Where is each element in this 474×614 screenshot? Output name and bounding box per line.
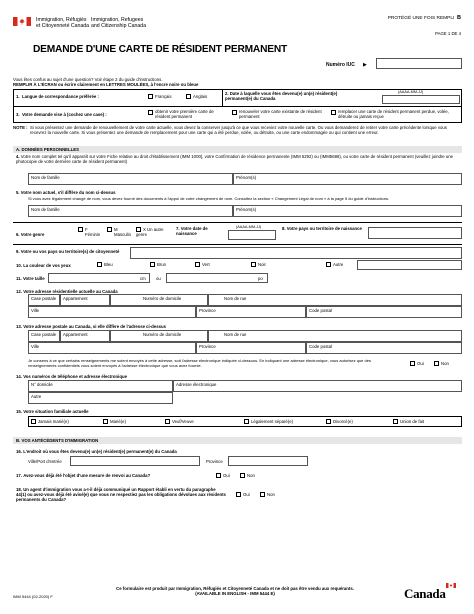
q15-checkbox-divorced[interactable] <box>326 419 331 424</box>
q15-checkbox-married[interactable] <box>103 419 108 424</box>
q13-po-box-label: Case postale <box>31 332 57 337</box>
q2-date-input[interactable] <box>382 95 460 104</box>
q1-option-en[interactable]: Anglais <box>186 94 207 99</box>
q18-checkbox-no[interactable] <box>260 492 265 497</box>
wordmark-flag-icon <box>446 583 456 588</box>
q3-label: 3. Votre demande vise à (cochez une case) : <box>16 112 107 117</box>
page-number: PAGE 1 DE 4 <box>435 31 461 36</box>
q16-city-label: Ville/Port d'entrée <box>28 459 62 464</box>
q10-option-brown[interactable]: Brun <box>150 262 166 267</box>
form-title: DEMANDE D'UNE CARTE DE RÉSIDENT PERMANENT <box>33 44 288 55</box>
q4-given-label: Prénom(s) <box>236 175 257 180</box>
q3-checkbox-renew[interactable] <box>232 110 237 115</box>
org-name-en <box>91 17 146 29</box>
q12-label: 12. Votre adresse résidentielle actuelle au Canada <box>16 289 118 294</box>
q17-checkbox-yes[interactable] <box>216 473 221 478</box>
q6-option-x[interactable]: X Un autre genre <box>136 227 164 238</box>
q15-option-divorced[interactable]: Divorcé(e) <box>326 419 353 424</box>
q15-checkbox-never-married[interactable] <box>31 419 36 424</box>
q7-label: 7. Votre date de naissance <box>176 226 208 236</box>
q3-option-renew[interactable]: renouveler votre carte existante de résident permanent <box>232 109 328 119</box>
q18-checkbox-yes[interactable] <box>236 492 241 497</box>
protected-letter: B <box>457 15 461 21</box>
q10-checkbox-blue[interactable] <box>97 262 102 267</box>
q10-other-input[interactable] <box>357 260 462 270</box>
q15-option-widowed[interactable]: Veuf/Veuve <box>165 419 194 424</box>
uci-input[interactable] <box>376 58 462 69</box>
instructions-line2: REMPLIR À L'ÉCRAN ou écrire clairement en LETTRES MOULÉES, à l'encre noire ou bleue <box>13 82 199 87</box>
org-fr-line2: et Citoyenneté Canada <box>36 23 90 29</box>
consent-checkbox-yes[interactable] <box>410 361 415 366</box>
q8-label: 8. Votre pays ou territoire de naissance <box>282 226 362 231</box>
q10-option-other[interactable]: Autre <box>326 262 343 267</box>
q1-option-fr[interactable]: Français <box>148 94 171 99</box>
q5-sub: Si vous avez légalement changé de nom, vous devez fournir des documents à l'appui de votre changement de nom. Consultez la section « Changement Légal de nom » à la page 5 du guide d'instructions. <box>28 196 390 201</box>
q17-option-no[interactable]: Non <box>240 473 255 478</box>
q15-checkbox-separated[interactable] <box>244 419 249 424</box>
q18-label: 18. Un agent d'immigration vous a-t-il déjà communiqué un Rapport établi en vertu du paragraphe 44(1) ou avez-vous déjà été avisé(e) que vous ne respectiez pas les obligations dévolues aux résidents permanents du Canada? <box>16 487 226 502</box>
q17-label: 17. Avez-vous déjà été l'objet d'une mesure de renvoi au Canada? <box>16 473 151 478</box>
q5-given-name-input[interactable] <box>233 205 462 217</box>
note-text: Si vous présentez une demande de renouvellement de votre carte actuelle, vous devez la conserver jusqu'à ce que vous receviez votre nouvelle carte. Ou vous demanderez de retirer votre carte précédente lorsque vous recevrez la nouvelle carte. Si vous présentez une demande de remplacement pour une carte qui a été perdue, volée, ou détruite, ou une carte endommagée ou qui contient une erreur. <box>30 125 447 135</box>
q15-option-married[interactable]: Marié(e) <box>103 419 126 424</box>
q2-format: (AAAA-MM-JJ) <box>398 90 424 94</box>
q13-postal-code-label: Code postal <box>309 344 332 349</box>
q4-family-label: Nom de famille <box>31 175 60 180</box>
q10-option-green[interactable]: Vert <box>195 262 210 267</box>
q16-province-label: Province <box>206 459 223 464</box>
q12-po-box-label: Case postale <box>31 296 57 301</box>
q15-option-common-law[interactable]: Union de fait <box>393 419 424 424</box>
uci-arrow-icon: ▶ <box>363 62 367 68</box>
q5-family-label: Nom de famille <box>31 207 60 212</box>
consent-option-yes[interactable]: Oui <box>410 361 424 366</box>
q3-option-replace[interactable]: remplacer une carte de résident permanent perdue, volée, détruite ou jamais reçue <box>331 109 461 119</box>
q6-option-f[interactable]: F Féminin <box>78 227 100 237</box>
q1-checkbox-fr[interactable] <box>148 94 153 99</box>
q15-label: 15. Votre situation familiale actuelle <box>16 409 89 414</box>
canada-wordmark-text: Canada <box>404 586 446 601</box>
footer-notice <box>90 586 380 596</box>
footer-line1: Ce formulaire est produit par Immigration, Réfugiés et Citoyenneté Canada et ne doit pas être vendu aux requérants. <box>116 586 354 591</box>
q5-label: 5. Votre nom actuel, s'il diffère du nom ci-dessus <box>16 190 116 195</box>
q4-label: 4. Votre nom complet tel qu'il apparaît sur votre Fiche relative au droit d'établissement (IMM 1000), votre Confirmation de résidence permanente (IMM 5292) ou (IMM5688), ou votre carte de résident permanent (veuillez joindre une photocopie de votre dernière carte de résident permanent) <box>16 154 454 164</box>
q9-citizenship-input[interactable] <box>130 247 462 259</box>
org-en-line2: and Citizenship Canada <box>91 23 147 29</box>
q13-city-input[interactable] <box>28 342 196 354</box>
q8-country-input[interactable] <box>368 227 462 239</box>
instructions <box>13 77 198 87</box>
q10-option-black[interactable]: Noir <box>251 262 266 267</box>
canada-wordmark <box>404 586 446 602</box>
q12-street-number-label: Numéro de domicile <box>143 296 182 301</box>
q14-other-input[interactable] <box>28 392 173 404</box>
q1-label: 1. Langue de correspondance préférée : <box>16 94 99 99</box>
q11-height-in-input[interactable] <box>166 273 268 283</box>
q14-phone-label: N° domicile <box>31 382 53 387</box>
q10-label: 10. La couleur de vos yeux <box>16 263 71 268</box>
org-fr-line1: Immigration, Réfugiés <box>36 17 87 23</box>
q15-checkbox-widowed[interactable] <box>165 419 170 424</box>
note-label: NOTE : <box>13 125 28 130</box>
q6-label: 6. Votre genre <box>16 232 45 237</box>
q11-unit-cm: cm <box>140 276 146 281</box>
q12-postal-code-label: Code postal <box>309 308 332 313</box>
q15-option-never-married[interactable]: Jamais marié(e) <box>31 419 69 424</box>
q13-street-name-label: Nom de rue <box>224 332 247 337</box>
q10-checkbox-black[interactable] <box>251 262 256 267</box>
form-code: IMM 5444 (02-2020) F <box>13 594 53 599</box>
q14-email-label: Adresse électronique <box>176 382 217 387</box>
section-a-header: A. DONNÉES PERSONNELLES <box>13 146 462 153</box>
consent-option-no[interactable]: Non <box>434 361 449 366</box>
q9-label: 9. Votre ou vos pays ou territoire(s) de citoyenneté <box>16 249 120 254</box>
q13-label: 13. Votre adresse postale au Canada, si elle diffère de l'adresse ci-dessus <box>16 324 166 329</box>
q13-city-label: Ville <box>31 344 40 349</box>
q12-city-label: Ville <box>31 308 40 313</box>
q7-format: (AAAA-MM-JJ) <box>236 225 262 229</box>
q16-province-input[interactable] <box>228 456 308 466</box>
uci-label: Numéro IUC <box>326 62 355 68</box>
q17-checkbox-no[interactable] <box>240 473 245 478</box>
q10-checkbox-green[interactable] <box>195 262 200 267</box>
q12-province-label: Province <box>199 308 216 313</box>
q2-label: 2. Date à laquelle vous êtes devenu(e) un(e) résident(e) permanent(e) du Canada <box>225 91 338 101</box>
q3-checkbox-first[interactable] <box>148 110 153 115</box>
q15-checkbox-common-law[interactable] <box>393 419 398 424</box>
q6-checkbox-f[interactable] <box>78 227 83 232</box>
q6-checkbox-m[interactable] <box>107 227 112 232</box>
q18-option-yes[interactable]: Oui <box>236 492 250 497</box>
q11-or: ou <box>156 276 161 281</box>
protected-text: PROTÉGÉ UNE FOIS REMPLI <box>387 16 455 21</box>
q12-city-input[interactable] <box>28 306 196 318</box>
instructions-line1: Vous êtes confus au sujet d'une question? Voir étape 2 du guide d'instructions. <box>13 77 163 82</box>
q1-checkbox-en[interactable] <box>186 94 191 99</box>
canada-flag-icon <box>13 17 31 26</box>
q3-checkbox-replace[interactable] <box>331 110 336 115</box>
q14-label: 14. Vos numéros de téléphone et adresse électronique <box>16 374 127 379</box>
q15-option-separated[interactable]: Légalement séparé(e) <box>244 419 293 424</box>
q12-street-name-label: Nom de rue <box>224 296 247 301</box>
q11-unit-in: po <box>258 276 263 281</box>
consent-text: Je consens à ce que certains renseignements me soient envoyés à cette adresse, soit l'adresse électronique indiquée ci-dessous. En indiquant une adresse électronique, vous autorisez que des renseignements confidentiels vous soient envoyés à l'adresse électronique que vous avez fournie. <box>28 358 371 368</box>
consent-checkbox-no[interactable] <box>434 361 439 366</box>
q3-option-first[interactable]: obtenir votre première carte de résident permanent <box>148 109 230 119</box>
q7-date-input[interactable] <box>228 230 276 240</box>
q5-given-label: Prénom(s) <box>236 207 257 212</box>
protected-label <box>388 16 461 21</box>
q13-apartment-label: Appartement <box>63 332 88 337</box>
q10-checkbox-brown[interactable] <box>150 262 155 267</box>
q10-checkbox-other[interactable] <box>326 262 331 267</box>
footer-line2: (AVAILABLE IN ENGLISH - IMM 5444 E) <box>195 591 275 596</box>
q4-given-name-input[interactable] <box>233 173 462 185</box>
q13-province-label: Province <box>199 344 216 349</box>
org-name-fr <box>36 17 89 29</box>
section-b-header: B. VOS ANTÉCÉDENTS D'IMMIGRATION <box>13 437 462 444</box>
q11-height-cm-input[interactable] <box>48 273 150 283</box>
q18-option-no[interactable]: Non <box>260 492 275 497</box>
q16-city-input[interactable] <box>70 456 200 466</box>
q10-option-blue[interactable]: Bleu <box>97 262 113 267</box>
org-en-line1: Immigration, Refugees <box>91 17 144 23</box>
q16-label: 16. L'endroit où vous êtes devenu(e) un(e) résident(e) permanent(e) du Canada <box>16 449 177 454</box>
q6-option-m[interactable]: M Masculin <box>107 227 131 237</box>
q11-label: 11. Votre taille <box>16 276 45 281</box>
q14-other-label: Autre <box>31 394 42 399</box>
q13-street-number-label: Numéro de domicile <box>143 332 182 337</box>
q17-option-yes[interactable]: Oui <box>216 473 230 478</box>
q12-apartment-label: Appartement <box>63 296 88 301</box>
